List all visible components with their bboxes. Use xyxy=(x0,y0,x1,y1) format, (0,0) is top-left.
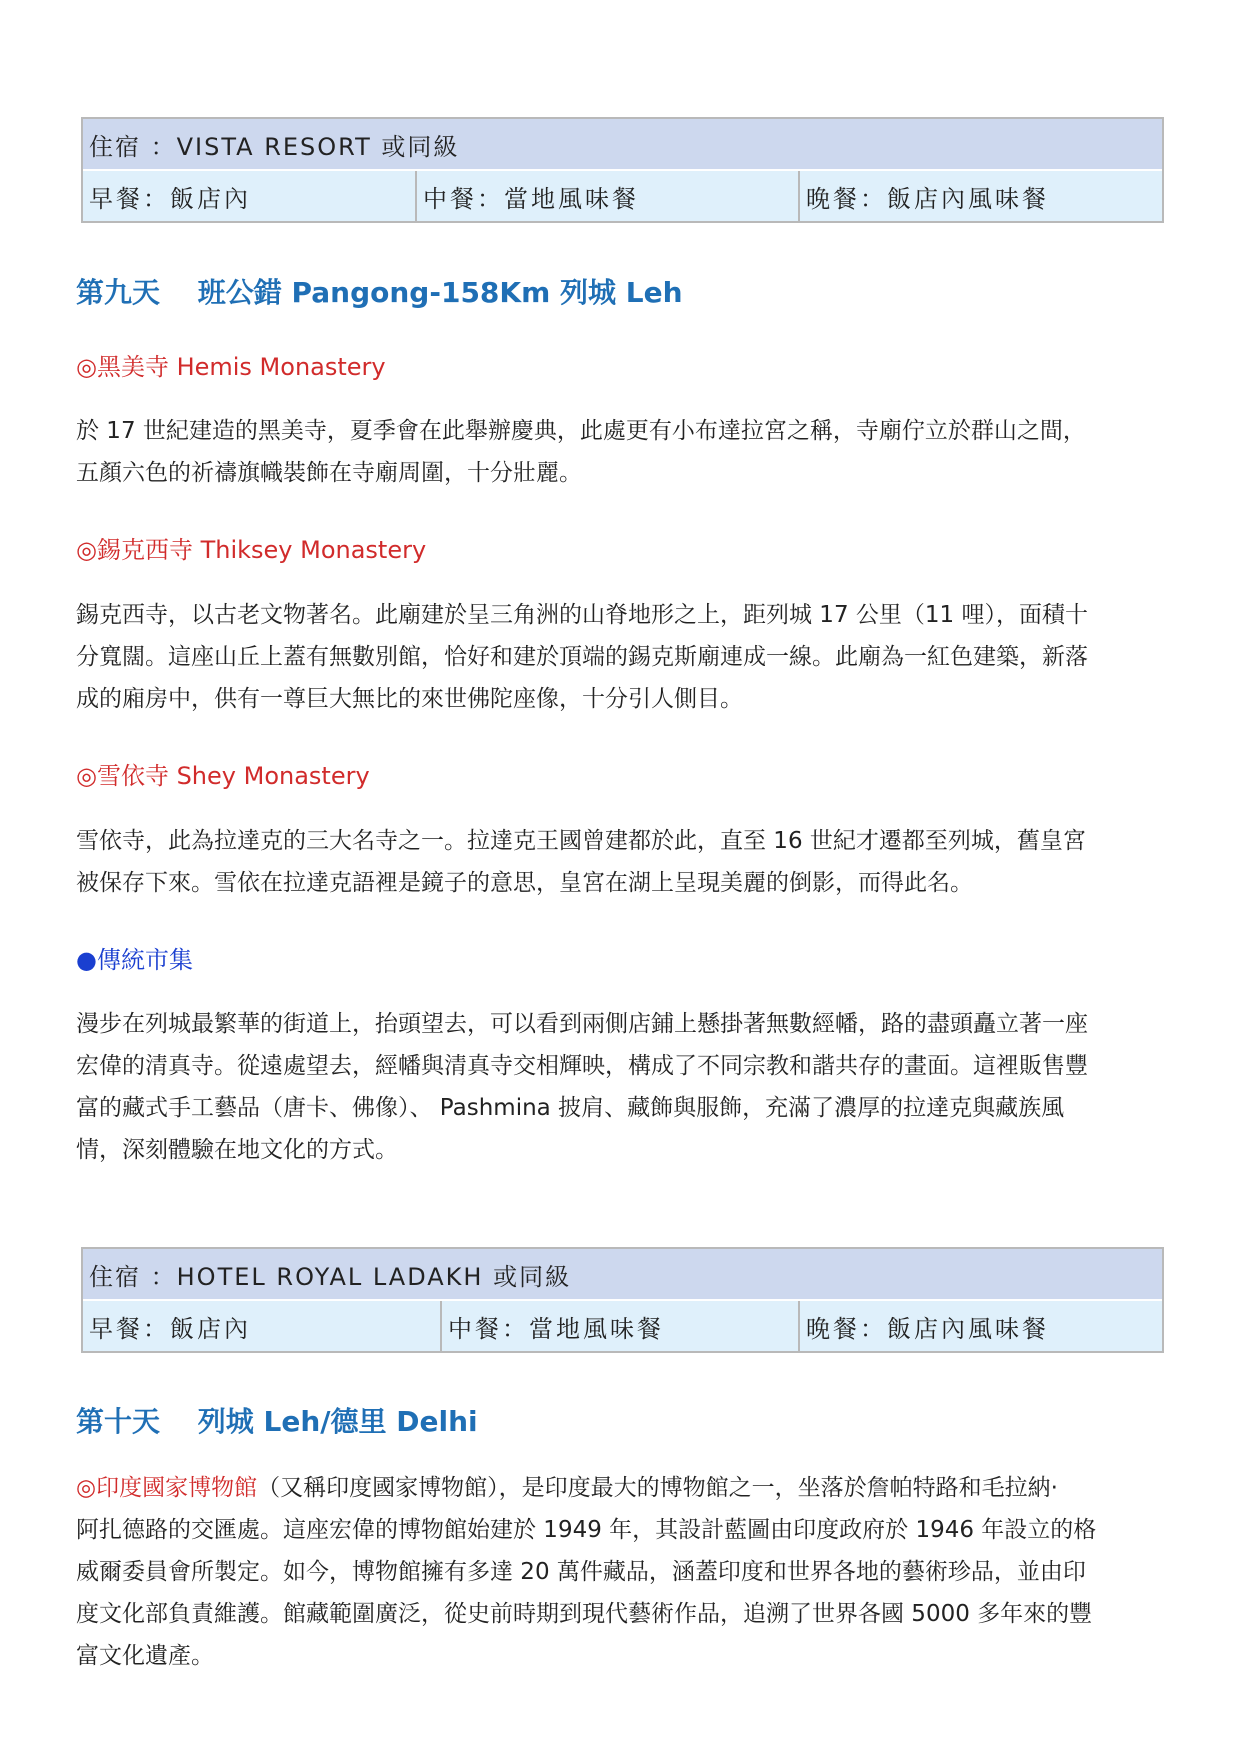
meals-row xyxy=(83,171,1162,221)
museum-title: ◎印度國家博物館 xyxy=(76,1475,258,1501)
dinner-cell: 晚餐：飯店內風味餐 xyxy=(806,1314,1049,1343)
text-line: 被保存下來。雪依在拉達克語裡是鏡子的意思，皇宮在湖上呈現美麗的倒影，而得此名。 xyxy=(76,870,973,896)
text-line: 情，深刻體驗在地文化的方式。 xyxy=(76,1137,398,1163)
text-line: 成的廂房中，供有一尊巨大無比的來世佛陀座像，十分引人側目。 xyxy=(76,686,743,712)
day9-heading: 第九天 班公錯 Pangong-158Km 列城 Leh xyxy=(76,276,683,309)
lunch-cell: 中餐：當地風味餐 xyxy=(417,171,800,221)
lodging-cell: 住宿 ：VISTA RESORT 或同級 xyxy=(83,119,1162,171)
text-line: 於 17 世紀建造的黑美寺，夏季會在此舉辦慶典，此處更有小布達拉宮之稱，寺廟佇立於群山之間， xyxy=(76,418,1086,444)
accommodation-table-1 xyxy=(81,117,1164,223)
museum-description xyxy=(76,1467,1168,1677)
text-line: 度文化部負責維護。館藏範圍廣泛，從史前時期到現代藝術作品，追溯了世界各國 5000 多年來的豐 xyxy=(76,1601,1093,1627)
thiksey-description xyxy=(76,594,1168,720)
market-description xyxy=(76,1003,1168,1171)
text-line: 威爾委員會所製定。如今，博物館擁有多達 20 萬件藏品，涵蓋印度和世界各地的藝術珍品，並由印 xyxy=(76,1559,1086,1585)
text-line: 富的藏式手工藝品（唐卡、佛像）、 Pashmina 披肩、藏飾與服飾，充滿了濃厚的拉達克與藏族風 xyxy=(76,1095,1065,1121)
shey-description xyxy=(76,820,1168,904)
accommodation-table-2 xyxy=(81,1247,1164,1353)
breakfast-cell: 早餐：飯店內 xyxy=(83,1301,442,1351)
day10-heading: 第十天 列城 Leh/德里 Delhi xyxy=(76,1405,478,1438)
meals-row xyxy=(83,1301,1162,1351)
lunch-cell: 中餐：當地風味餐 xyxy=(442,1301,800,1351)
hemis-title: ◎黑美寺 Hemis Monastery xyxy=(76,353,386,381)
text-line: 漫步在列城最繁華的街道上，抬頭望去，可以看到兩側店鋪上懸掛著無數經幡，路的盡頭矗立著一座 xyxy=(76,1011,1088,1037)
text-line: 雪依寺，此為拉達克的三大名寺之一。拉達克王國曾建都於此，直至 16 世紀才遷都至列城，舊皇宮 xyxy=(76,828,1086,854)
text-line: 阿扎德路的交匯處。這座宏偉的博物館始建於 1949 年，其設計藍圖由印度政府於 1946 年設立的格 xyxy=(76,1517,1097,1543)
text-line: 錫克西寺，以古老文物著名。此廟建於呈三角洲的山脊地形之上，距列城 17 公里（11 哩），面積十 xyxy=(76,602,1088,628)
hemis-description xyxy=(76,410,1168,494)
lodging-cell: 住宿 ：HOTEL ROYAL LADAKH 或同級 xyxy=(83,1249,1162,1301)
text-line: 宏偉的清真寺。從遠處望去，經幡與清真寺交相輝映，構成了不同宗教和諧共存的畫面。這裡販售豐 xyxy=(76,1053,1088,1079)
market-title: ●傳統市集 xyxy=(76,946,193,974)
text-line: 富文化遺產。 xyxy=(76,1643,214,1669)
museum-intro: （又稱印度國家博物館），是印度最大的博物館之一，坐落於詹帕特路和毛拉納· xyxy=(257,1475,1058,1501)
text-line xyxy=(76,1467,1168,1509)
dinner-cell: 晚餐：飯店內風味餐 xyxy=(806,184,1049,213)
text-line: 分寬闊。這座山丘上蓋有無數別館，恰好和建於頂端的錫克斯廟連成一線。此廟為一紅色建築，新落 xyxy=(76,644,1088,670)
breakfast-cell: 早餐：飯店內 xyxy=(83,171,417,221)
text-line: 五顏六色的祈禱旗幟裝飾在寺廟周圍，十分壯麗。 xyxy=(76,460,582,486)
shey-title: ◎雪依寺 Shey Monastery xyxy=(76,762,370,790)
thiksey-title: ◎錫克西寺 Thiksey Monastery xyxy=(76,536,427,564)
